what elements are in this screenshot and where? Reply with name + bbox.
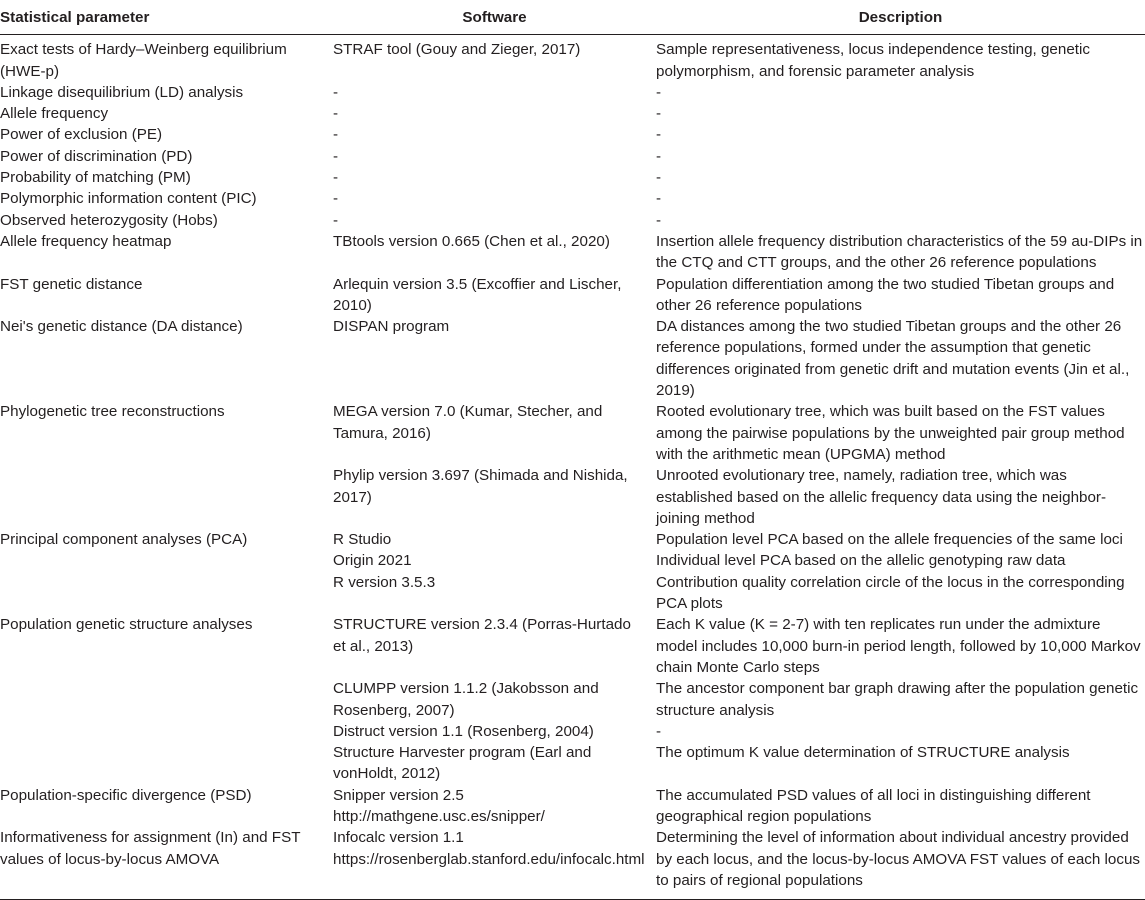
table-body bbox=[0, 35, 1145, 900]
parameter-cell bbox=[0, 572, 333, 615]
parameter-cell: Allele frequency bbox=[0, 105, 109, 123]
description-cell: The ancestor component bar graph drawing after the population genetic structure analysis bbox=[656, 680, 1139, 719]
parameter-cell: FST genetic distance bbox=[0, 275, 143, 293]
header-description: Description bbox=[656, 0, 1145, 35]
software-cell: - bbox=[333, 190, 339, 208]
parameter-cell: Nei's genetic distance (DA distance) bbox=[0, 318, 243, 336]
description-cell: The accumulated PSD values of all loci in distinguishing different geographical region populations bbox=[656, 786, 1091, 825]
parameter-cell bbox=[0, 678, 333, 721]
table-row bbox=[0, 231, 1145, 274]
table-row bbox=[0, 146, 1145, 167]
table-row bbox=[0, 401, 1145, 465]
software-cell: MEGA version 7.0 (Kumar, Stecher, and Tamura, 2016) bbox=[333, 403, 603, 442]
software-cell: R Studio bbox=[333, 531, 392, 549]
parameter-cell: Population genetic structure analyses bbox=[0, 616, 253, 634]
parameter-cell: Population-specific divergence (PSD) bbox=[0, 786, 252, 804]
table-row bbox=[0, 167, 1145, 188]
software-cell: Distruct version 1.1 (Rosenberg, 2004) bbox=[333, 722, 594, 740]
software-cell: Structure Harvester program (Earl and vonHoldt, 2012) bbox=[333, 744, 592, 783]
software-cell: - bbox=[333, 211, 339, 229]
software-cell: - bbox=[333, 126, 339, 144]
description-cell: - bbox=[656, 722, 662, 740]
description-cell: Population level PCA based on the allele frequencies of the same loci bbox=[656, 531, 1123, 549]
parameter-cell: Power of exclusion (PE) bbox=[0, 126, 163, 144]
description-cell: Rooted evolutionary tree, which was built based on the FST values among the pairwise populations by the unweighted pair group method with the arithmetic mean (UPGMA) method bbox=[656, 403, 1125, 463]
header-statistical-parameter: Statistical parameter bbox=[0, 0, 333, 35]
description-cell: - bbox=[656, 105, 662, 123]
description-cell: DA distances among the two studied Tibetan groups and the other 26 reference populations, formed under the assumption that genetic differences originated from genetic drift and mutation events (Jin et al., 2019) bbox=[656, 318, 1130, 400]
parameter-cell: Polymorphic information content (PIC) bbox=[0, 190, 257, 208]
parameter-cell: Probability of matching (PM) bbox=[0, 169, 191, 187]
table-row bbox=[0, 614, 1145, 678]
table-row bbox=[0, 785, 1145, 828]
software-cell: Phylip version 3.697 (Shimada and Nishida, 2017) bbox=[333, 467, 628, 506]
description-cell: - bbox=[656, 169, 662, 187]
table-row bbox=[0, 35, 1145, 82]
description-cell: Unrooted evolutionary tree, namely, radiation tree, which was established based on the allelic frequency data using the neighbor-joining method bbox=[656, 467, 1107, 527]
software-cell: DISPAN program bbox=[333, 318, 450, 336]
parameter-cell bbox=[0, 550, 333, 571]
table-row bbox=[0, 678, 1145, 721]
description-cell: - bbox=[656, 211, 662, 229]
software-cell: Snipper version 2.5 http://mathgene.usc.es/snipper/ bbox=[333, 786, 545, 825]
software-cell: Infocalc version 1.1 https://rosenberglab.stanford.edu/infocalc.html bbox=[333, 827, 656, 899]
header-row bbox=[0, 0, 1145, 35]
parameter-cell: Power of discrimination (PD) bbox=[0, 147, 193, 165]
parameter-cell: Informativeness for assignment (In) and FST values of locus-by-locus AMOVA bbox=[0, 827, 333, 899]
parameter-cell: Allele frequency heatmap bbox=[0, 232, 172, 250]
table-row bbox=[0, 103, 1145, 124]
description-cell: Contribution quality correlation circle of the locus in the corresponding PCA plots bbox=[656, 573, 1125, 613]
table-header bbox=[0, 0, 1145, 35]
description-cell: Individual level PCA based on the allelic genotyping raw data bbox=[656, 552, 1066, 570]
parameter-cell bbox=[0, 742, 333, 785]
software-cell: Arlequin version 3.5 (Excoffier and Lischer, 2010) bbox=[333, 275, 622, 314]
table-row bbox=[0, 274, 1145, 317]
table-row bbox=[0, 82, 1145, 103]
parameter-cell: Observed heterozygosity (Hobs) bbox=[0, 211, 218, 229]
table-row bbox=[0, 188, 1145, 209]
description-cell: - bbox=[656, 147, 662, 165]
software-cell: - bbox=[333, 169, 339, 187]
description-cell: Insertion allele frequency distribution characteristics of the 59 au-DIPs in the CTQ and CTT groups, and the other 26 reference populations bbox=[656, 232, 1143, 272]
software-cell: Origin 2021 bbox=[333, 552, 412, 570]
software-cell: - bbox=[333, 105, 339, 123]
parameter-cell: Linkage disequilibrium (LD) analysis bbox=[0, 83, 244, 101]
parameter-cell: Phylogenetic tree reconstructions bbox=[0, 403, 225, 421]
description-cell: Determining the level of information about individual ancestry provided by each locus, and the locus-by-locus AMOVA FST values of each locus to pairs of regional populations bbox=[656, 827, 1145, 899]
table-row bbox=[0, 742, 1145, 785]
table-row bbox=[0, 827, 1145, 899]
table-row bbox=[0, 550, 1145, 571]
description-cell: The optimum K value determination of STRUCTURE analysis bbox=[656, 744, 1070, 762]
table-row bbox=[0, 465, 1145, 529]
table-row bbox=[0, 210, 1145, 231]
software-cell: - bbox=[333, 83, 339, 101]
software-cell: STRAF tool (Gouy and Zieger, 2017) bbox=[333, 41, 581, 59]
parameter-cell: Principal component analyses (PCA) bbox=[0, 531, 248, 549]
parameter-cell: Exact tests of Hardy–Weinberg equilibrium (HWE-p) bbox=[0, 41, 287, 80]
table-row bbox=[0, 124, 1145, 145]
table-row bbox=[0, 316, 1145, 401]
description-cell: Sample representativeness, locus independence testing, genetic polymorphism, and forensic parameter analysis bbox=[656, 41, 1090, 80]
description-cell: - bbox=[656, 190, 662, 208]
header-software: Software bbox=[333, 0, 656, 35]
parameter-cell bbox=[0, 465, 333, 529]
software-cell: TBtools version 0.665 (Chen et al., 2020) bbox=[333, 232, 610, 250]
table-row bbox=[0, 529, 1145, 550]
software-cell: STRUCTURE version 2.3.4 (Porras-Hurtado et al., 2013) bbox=[333, 616, 631, 655]
description-cell: Each K value (K = 2-7) with ten replicates run under the admixture model includes 10,000 burn-in period length, followed by 10,000 Markov chain Monte Carlo steps bbox=[656, 616, 1141, 676]
table-row bbox=[0, 572, 1145, 615]
parameter-cell bbox=[0, 721, 333, 742]
software-cell: R version 3.5.3 bbox=[333, 573, 436, 591]
description-cell: Population differentiation among the two studied Tibetan groups and other 26 reference populations bbox=[656, 275, 1115, 314]
table-row bbox=[0, 721, 1145, 742]
description-cell: - bbox=[656, 83, 662, 101]
software-cell: CLUMPP version 1.1.2 (Jakobsson and Rosenberg, 2007) bbox=[333, 680, 599, 719]
software-cell: - bbox=[333, 147, 339, 165]
description-cell: - bbox=[656, 126, 662, 144]
